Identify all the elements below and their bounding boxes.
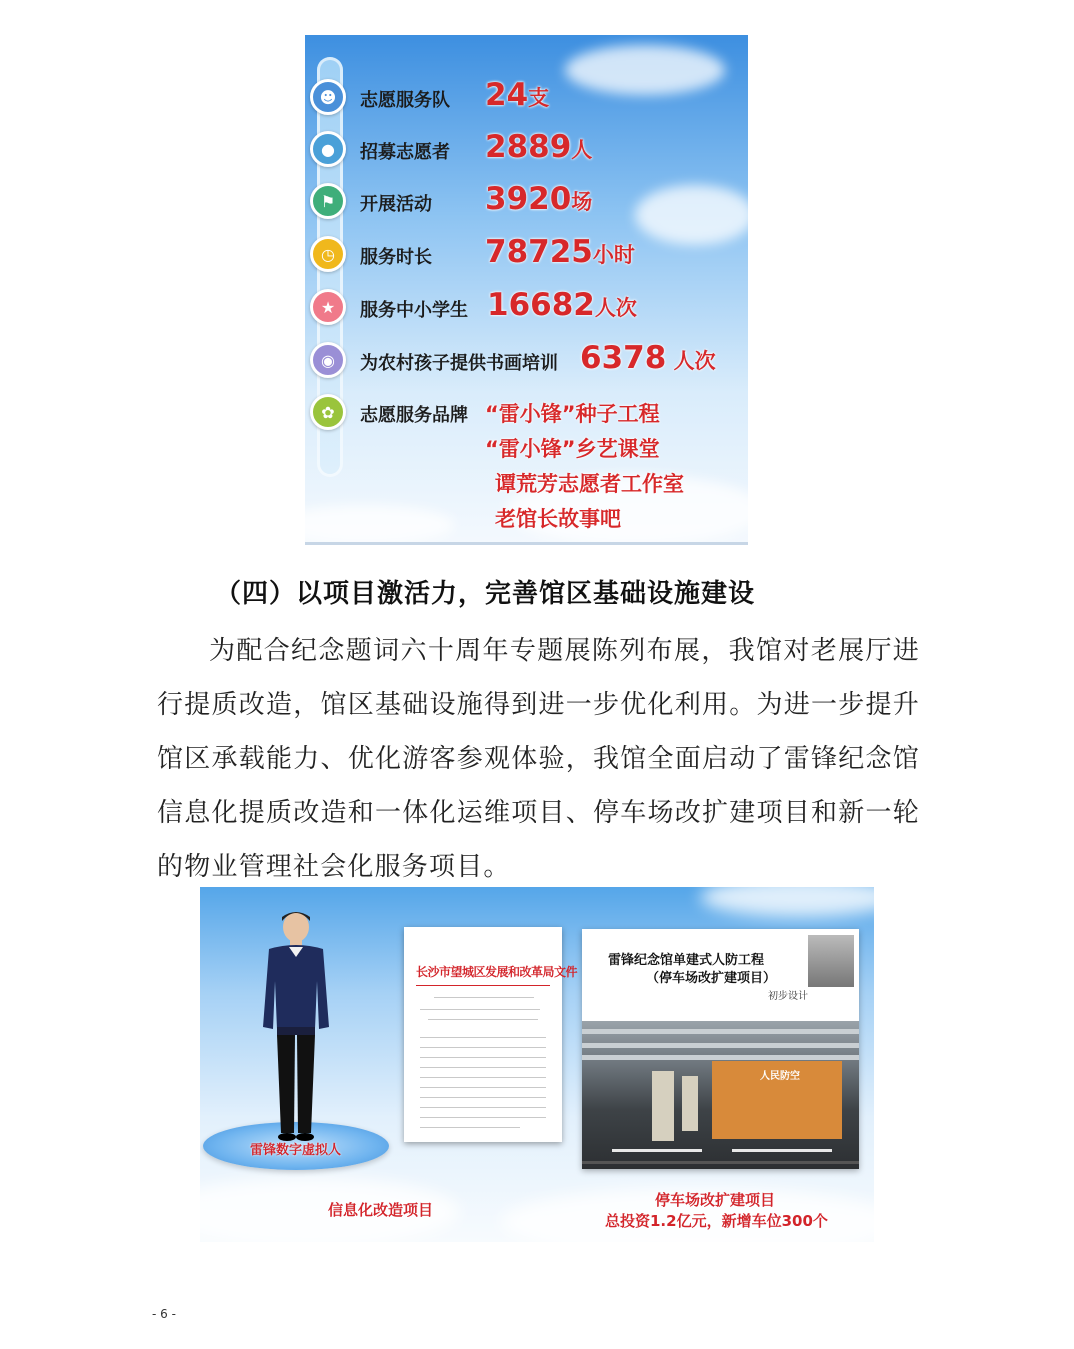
body-paragraph: 为配合纪念题词六十周年专题展陈列布展，我馆对老展厅进行提质改造，馆区基础设施得到进一步优化利用。为进一步提升馆区承载能力、优化游客参观体验，我馆全面启动了雷锋纪念馆信息化提质改造和一体化运维项目、停车场改扩建项目和新一轮的物业管理社会化服务项目。 bbox=[157, 636, 920, 882]
parking-design-label: 初步设计 bbox=[768, 991, 808, 1002]
stat-label: 开展活动 bbox=[360, 194, 432, 215]
avatar-caption: 雷锋数字虚拟人 bbox=[250, 1143, 342, 1158]
garage-render-image bbox=[582, 1021, 859, 1169]
stat-row-teams bbox=[305, 77, 748, 121]
stat-label: 招募志愿者 bbox=[360, 142, 450, 163]
caption-parking-project: 停车场改扩建项目 bbox=[655, 1191, 776, 1209]
stat-row-activities bbox=[305, 181, 748, 225]
volunteer-stats-infographic bbox=[305, 35, 748, 545]
section-heading: （四）以项目激活力，完善馆区基础设施建设 bbox=[215, 579, 756, 609]
caption-informatization: 信息化改造项目 bbox=[328, 1201, 434, 1219]
divider bbox=[305, 542, 748, 545]
stat-value: 3920场 bbox=[485, 181, 593, 217]
stat-value: 6378 人次 bbox=[580, 340, 716, 376]
palette-icon: ◉ bbox=[310, 342, 346, 378]
digital-avatar-figure bbox=[255, 909, 337, 1149]
parking-title: 雷锋纪念馆单建式人防工程 bbox=[608, 953, 765, 968]
stat-value: 78725小时 bbox=[485, 234, 635, 270]
document-text-line bbox=[428, 1019, 538, 1020]
stat-value: 16682人次 bbox=[487, 287, 637, 323]
stat-value: 24支 bbox=[485, 77, 550, 113]
stat-row-students bbox=[305, 287, 748, 331]
document-text-line bbox=[434, 997, 534, 998]
caption-parking-investment: 总投资1.2亿元，新增车位300个 bbox=[605, 1212, 828, 1230]
person-icon: ● bbox=[310, 131, 346, 167]
star-icon: ★ bbox=[310, 289, 346, 325]
document-text-line bbox=[420, 1117, 546, 1118]
parking-project-card bbox=[582, 929, 859, 1169]
stat-row-volunteers bbox=[305, 129, 748, 173]
document-text-line bbox=[420, 1067, 546, 1068]
document-text-line bbox=[420, 1037, 546, 1038]
stat-value: 2889人 bbox=[485, 129, 593, 165]
page-number: - 6 - bbox=[152, 1307, 176, 1321]
people-icon: ☻ bbox=[310, 79, 346, 115]
brand-item: 谭荒芳志愿者工作室 bbox=[495, 472, 684, 496]
document-text-line bbox=[420, 1127, 520, 1128]
brand-item: “雷小锋”种子工程 bbox=[485, 402, 660, 426]
brand-item: “雷小锋”乡艺课堂 bbox=[485, 437, 660, 461]
garage-sign: 人民防空 bbox=[760, 1071, 800, 1082]
document-text-line bbox=[420, 1077, 546, 1078]
document-text-line bbox=[420, 1097, 546, 1098]
parking-subtitle: （停车场改扩建项目） bbox=[646, 971, 777, 986]
stat-row-hours bbox=[305, 234, 748, 278]
stat-label: 志愿服务队 bbox=[360, 90, 450, 111]
leaf-icon: ✿ bbox=[310, 394, 346, 430]
flag-icon: ⚑ bbox=[310, 183, 346, 219]
stat-row-rural-training bbox=[305, 340, 748, 384]
document-text-line bbox=[420, 1009, 540, 1010]
stat-label: 志愿服务品牌 bbox=[360, 405, 468, 426]
clock-icon: ◷ bbox=[310, 236, 346, 272]
document-text-line bbox=[420, 1087, 546, 1088]
document-text-line bbox=[420, 1047, 546, 1048]
project-photos-panel bbox=[200, 887, 874, 1242]
document-text-line bbox=[420, 1057, 546, 1058]
approval-document bbox=[404, 927, 578, 1142]
leifeng-portrait-image bbox=[808, 935, 854, 987]
document-red-rule bbox=[416, 985, 550, 986]
document-title: 长沙市望城区发展和改革局文件 bbox=[416, 965, 578, 979]
document-text-line bbox=[420, 1107, 546, 1108]
stat-label: 服务时长 bbox=[360, 247, 432, 268]
stat-label: 为农村孩子提供书画培训 bbox=[360, 353, 558, 374]
brand-item: 老馆长故事吧 bbox=[495, 507, 621, 531]
stat-label: 服务中小学生 bbox=[360, 300, 468, 321]
